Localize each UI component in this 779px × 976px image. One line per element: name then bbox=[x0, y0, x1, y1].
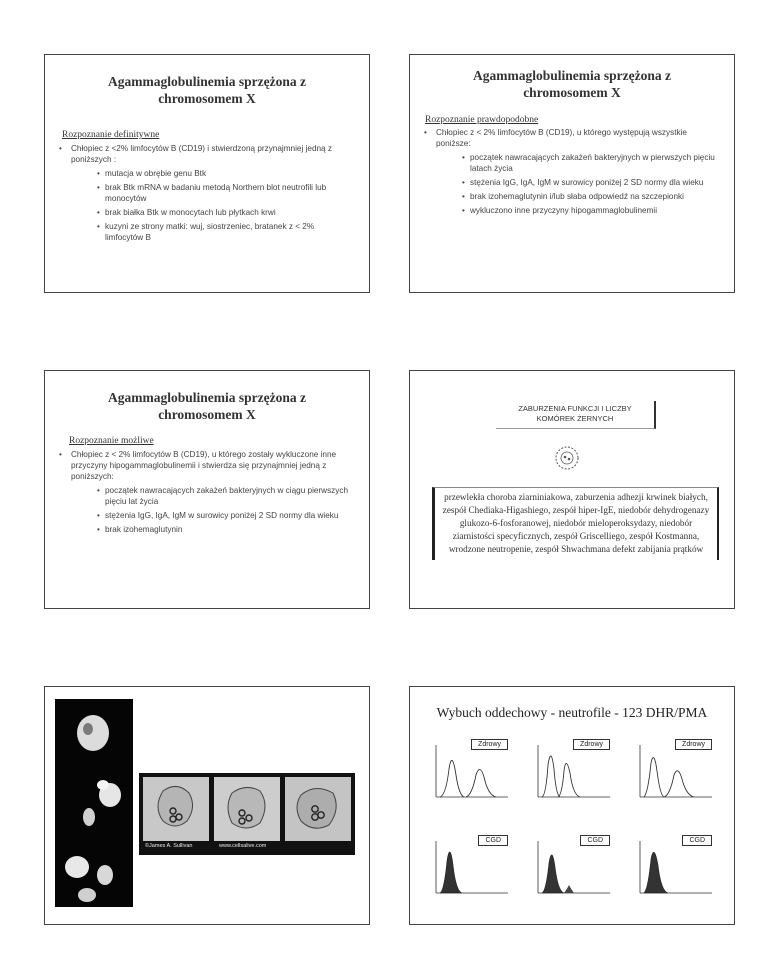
panel-label: Zdrowy bbox=[675, 739, 712, 750]
slide-title: Wybuch oddechowy - neutrofile - 123 DHR/PMA bbox=[436, 705, 708, 720]
histogram-panel bbox=[528, 831, 614, 901]
slide-content bbox=[422, 127, 718, 219]
slide-subtitle: Rozpoznanie definitywne bbox=[62, 130, 160, 140]
micrograph-panel bbox=[285, 777, 351, 841]
slide-content bbox=[57, 143, 353, 246]
panel-label: CGD bbox=[580, 835, 610, 846]
phagocytosis-image-strip bbox=[139, 773, 355, 855]
slide-definitive-diagnosis bbox=[44, 54, 370, 293]
histogram-panel bbox=[630, 831, 716, 901]
slide-possible-diagnosis bbox=[44, 370, 370, 609]
box-title: ZABURZENIA FUNKCJI I LICZBY KOMÓREK ŻERNYCH bbox=[496, 401, 656, 429]
list-item: • brak izohemaglutynin i/lub słaba odpowiedź na szczepionki bbox=[462, 191, 718, 202]
list-item: • kuzyni ze strony matki: wuj, siostrzeniec, bratanek z < 2% limfocytów B bbox=[97, 221, 353, 243]
slide-title: Agammaglobulinemia sprzężona z chromosomem X bbox=[108, 390, 306, 422]
histogram-panel bbox=[630, 735, 716, 805]
list-item: • początek nawracających zakażeń bakteryjnych w ciągu pierwszych pięciu lat życia bbox=[97, 485, 353, 507]
micrograph-panel bbox=[214, 777, 280, 841]
list-item: • początek nawracających zakażeń bakteryjnych w pierwszych pięciu latach życia bbox=[462, 152, 718, 174]
criteria-list bbox=[57, 168, 353, 243]
panel-label: CGD bbox=[682, 835, 712, 846]
slide-micrographs bbox=[44, 686, 370, 925]
list-item: • mutacja w obrębie genu Btk bbox=[97, 168, 353, 179]
slide-content bbox=[57, 449, 353, 538]
lead-bullet: • Chłopiec z <2% limfocytów B (CD19) i stwierdzoną przynajmniej jedną z poniższych : bbox=[57, 143, 353, 165]
histogram-panel bbox=[426, 735, 512, 805]
slide-phagocyte-disorders bbox=[409, 370, 735, 609]
micrograph-panel bbox=[143, 777, 209, 841]
histogram-panel bbox=[528, 735, 614, 805]
lead-bullet: • Chłopiec z < 2% limfocytów B (CD19), u którego występują wszystkie poniższe: bbox=[422, 127, 718, 149]
list-item: • brak izohemaglutynin bbox=[97, 524, 353, 535]
panel-label: Zdrowy bbox=[471, 739, 508, 750]
histogram-panel bbox=[426, 831, 512, 901]
criteria-list bbox=[57, 485, 353, 535]
slide-title: Agammaglobulinemia sprzężona z chromosomem X bbox=[473, 68, 671, 100]
neutrophil-fluorescence-image bbox=[55, 699, 133, 907]
disorders-text: przewlekła choroba ziarniniakowa, zaburzenia adhezji krwinek białych, zespół Chediaka-Higashiego, zespół hiper-IgE, niedobór dehydrogenazy glukozo-6-fosforanowej, niedobór mieloperoksydazy, niedobór ziarnistości specyficznych, zespół Griscelliego, zespół Kostmanna, wrodzone neutropenie, zespół Shwachmana defekt zabijania prątków bbox=[432, 487, 719, 560]
list-item: • stężenia IgG, IgA, IgM w surowicy poniżej 2 SD normy dla wieku bbox=[97, 510, 353, 521]
lead-bullet: • Chłopiec z < 2% limfocytów B (CD19), u którego zostały wykluczone inne przyczyny hipogammaglobulinemii i stwierdza się przynajmniej jedną z poniższych: bbox=[57, 449, 353, 482]
slide-probable-diagnosis bbox=[409, 54, 735, 293]
list-item: • brak białka Btk w monocytach lub płytkach krwi bbox=[97, 207, 353, 218]
panel-label: Zdrowy bbox=[573, 739, 610, 750]
list-item: • stężenia IgG, IgA, IgM w surowicy poniżej 2 SD normy dla wieku bbox=[462, 177, 718, 188]
image-source: www.cellsalive.com bbox=[219, 843, 267, 849]
criteria-list bbox=[422, 152, 718, 216]
slide-subtitle: Rozpoznanie możliwe bbox=[69, 436, 154, 446]
slide-subtitle: Rozpoznanie prawdopodobne bbox=[425, 115, 539, 125]
panel-label: CGD bbox=[478, 835, 508, 846]
list-item: • brak Btk mRNA w badaniu metodą Northern blot neutrofili lub monocytów bbox=[97, 182, 353, 204]
list-item: • wykluczono inne przyczyny hipogammaglobulinemii bbox=[462, 205, 718, 216]
image-credit: ©James A. Sullivan bbox=[145, 843, 193, 849]
slide-respiratory-burst bbox=[409, 686, 735, 925]
cell-emblem-icon bbox=[554, 445, 580, 471]
slide-title: Agammaglobulinemia sprzężona z chromosomem X bbox=[108, 74, 306, 106]
